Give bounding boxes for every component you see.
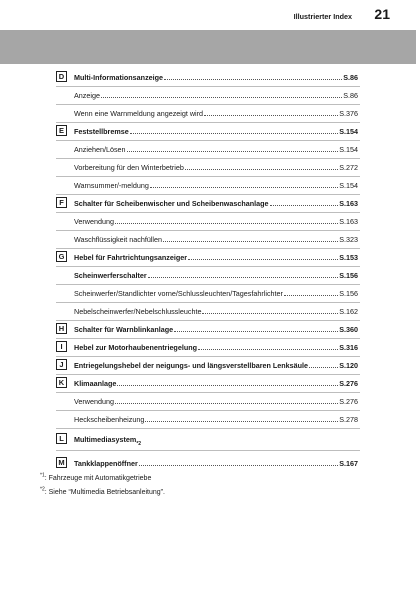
footnote-mark: *1 xyxy=(40,472,45,479)
entry-page: S.162 xyxy=(339,307,358,316)
letter-box-d: D xyxy=(56,71,67,82)
letter-box-l: L xyxy=(56,433,67,444)
letter-box-m: M xyxy=(56,457,67,468)
divider xyxy=(56,230,360,231)
letter-box-f: F xyxy=(56,197,67,208)
entry-page: S.376 xyxy=(339,109,358,118)
leader-dots xyxy=(139,465,338,466)
index-entry-waschfluessigkeit[interactable] xyxy=(74,232,358,244)
entry-label: Hebel zur Motorhaubenentriegelung xyxy=(74,343,197,352)
entry-label: Anzeige xyxy=(74,91,100,100)
letter-box-i: I xyxy=(56,341,67,352)
entry-label: Anziehen/Lösen xyxy=(74,145,126,154)
entry-label: Klimaanlage xyxy=(74,379,117,388)
divider xyxy=(56,104,360,105)
index-entry-verwendung-klima[interactable] xyxy=(74,394,358,406)
divider xyxy=(56,302,360,303)
entry-page: S.86 xyxy=(343,91,358,100)
entry-page: S.360 xyxy=(339,325,358,334)
index-entry-anzeige[interactable] xyxy=(74,88,358,100)
entry-page: S.153 xyxy=(339,253,358,262)
leader-dots xyxy=(174,331,338,332)
entry-label: Multimediasystem xyxy=(74,435,137,444)
entry-label: Verwendung xyxy=(74,217,114,226)
entry-label: Verwendung xyxy=(74,397,114,406)
divider xyxy=(56,284,360,285)
leader-dots xyxy=(202,313,338,314)
entry-page: S.276 xyxy=(339,397,358,406)
entry-page: S.276 xyxy=(339,379,358,388)
divider xyxy=(56,410,360,411)
divider xyxy=(56,140,360,141)
divider xyxy=(56,356,360,357)
entry-page: S.316 xyxy=(339,343,358,352)
index-entry-winterbetrieb[interactable] xyxy=(74,160,358,172)
index-entry-warnmeldung[interactable] xyxy=(74,106,358,118)
index-entry-fahrtrichtungsanzeiger[interactable] xyxy=(74,250,358,262)
entry-label: Wenn eine Warnmeldung angezeigt wird xyxy=(74,109,204,118)
entry-page: S.156 xyxy=(339,271,358,280)
entry-page: S.323 xyxy=(339,235,358,244)
entry-label: Heckscheibenheizung xyxy=(74,415,145,424)
leader-dots xyxy=(148,277,338,278)
divider xyxy=(56,266,360,267)
entry-page: S.86 xyxy=(343,73,358,82)
leader-dots xyxy=(198,349,338,350)
entry-page: S.278 xyxy=(339,415,358,424)
index-entry-klimaanlage[interactable] xyxy=(74,376,358,388)
divider xyxy=(56,450,360,451)
index-entry-nebelscheinwerfer[interactable] xyxy=(74,304,358,316)
leader-dots xyxy=(188,259,338,260)
index-entry-motorhaube[interactable] xyxy=(74,340,358,352)
index-entry-heckscheibenheizung[interactable] xyxy=(74,412,358,424)
entry-label: Tankklappenöffner xyxy=(74,459,138,468)
entry-label: Warnsummer/-meldung xyxy=(74,181,149,190)
leader-dots xyxy=(185,169,338,170)
index-entry-warnsummer[interactable] xyxy=(74,178,358,190)
footnote-text: : Fahrzeuge mit Automatikgetriebe xyxy=(44,475,152,482)
footnote-1 xyxy=(40,472,152,482)
leader-dots xyxy=(145,421,338,422)
leader-dots xyxy=(127,151,339,152)
entry-page: S.272 xyxy=(339,163,358,172)
leader-dots xyxy=(204,115,338,116)
letter-box-k: K xyxy=(56,377,67,388)
index-entry-multimediasystem[interactable]: Multimediasystem *2 xyxy=(74,435,142,447)
entry-page: S.167 xyxy=(339,459,358,468)
letter-box-h: H xyxy=(56,323,67,334)
entry-page: S.154 xyxy=(339,145,358,154)
index-entry-warnblinkanlage[interactable] xyxy=(74,322,358,334)
divider xyxy=(56,176,360,177)
leader-dots xyxy=(115,403,338,404)
entry-label: Hebel für Fahrtrichtungsanzeiger xyxy=(74,253,188,262)
index-entry-anziehen-loesen[interactable] xyxy=(74,142,358,154)
index-entry-scheinwerferschalter[interactable] xyxy=(74,268,358,280)
leader-dots xyxy=(150,187,338,188)
entry-label: Multi-Informationsanzeige xyxy=(74,73,164,82)
entry-page: S.120 xyxy=(339,361,358,370)
index-entry-multi-informationsanzeige[interactable] xyxy=(74,70,358,82)
entry-label: Feststellbremse xyxy=(74,127,129,136)
entry-label: Schalter für Scheibenwischer und Scheibenwaschanlage xyxy=(74,199,269,208)
divider xyxy=(56,248,360,249)
footnote-text: : Siehe “Multimedia Betriebsanleitung”. xyxy=(44,489,165,496)
divider xyxy=(56,212,360,213)
index-entry-verwendung-wischer[interactable] xyxy=(74,214,358,226)
leader-dots xyxy=(130,133,338,134)
leader-dots xyxy=(115,223,338,224)
divider xyxy=(56,158,360,159)
letter-box-g: G xyxy=(56,251,67,262)
header-title: Illustrierter Index xyxy=(293,12,352,21)
entry-label: Entriegelungshebel der neigungs- und längsverstellbaren Lenksäule xyxy=(74,361,309,370)
divider xyxy=(56,428,360,429)
entry-page: S.154 xyxy=(339,181,358,190)
entry-label: Waschflüssigkeit nachfüllen xyxy=(74,235,163,244)
entry-label: Scheinwerferschalter xyxy=(74,271,147,280)
letter-box-e: E xyxy=(56,125,67,136)
leader-dots xyxy=(101,97,342,98)
entry-page: S.163 xyxy=(339,217,358,226)
leader-dots xyxy=(164,79,342,80)
index-entry-tankklappenoeffner[interactable] xyxy=(74,456,358,468)
entry-label: Schalter für Warnblinkanlage xyxy=(74,325,174,334)
entry-label: Vorbereitung für den Winterbetrieb xyxy=(74,163,184,172)
entry-page: S.156 xyxy=(339,289,358,298)
divider xyxy=(56,194,360,195)
divider xyxy=(56,86,360,87)
divider xyxy=(56,392,360,393)
index-entry-scheinwerfer-standlichter[interactable] xyxy=(74,286,358,298)
page-number: 21 xyxy=(374,6,390,22)
index-entry-scheibenwischer[interactable] xyxy=(74,196,358,208)
entry-page: S.163 xyxy=(339,199,358,208)
leader-dots xyxy=(117,385,338,386)
entry-page: S.154 xyxy=(339,127,358,136)
leader-dots xyxy=(270,205,339,206)
leader-dots xyxy=(284,295,338,296)
footnote-mark: *2 xyxy=(40,486,45,493)
divider xyxy=(56,320,360,321)
footnote-2 xyxy=(40,486,165,496)
divider xyxy=(56,374,360,375)
index-entry-feststellbremse[interactable] xyxy=(74,124,358,136)
entry-label: Nebelscheinwerfer/Nebelschlussleuchte xyxy=(74,307,202,316)
divider xyxy=(56,338,360,339)
divider xyxy=(56,122,360,123)
index-entry-lenksaeule[interactable] xyxy=(74,358,358,370)
entry-label: Scheinwerfer/Standlichter vorne/Schlussleuchten/Tagesfahrlichter xyxy=(74,289,283,298)
leader-dots xyxy=(163,241,338,242)
letter-box-j: J xyxy=(56,359,67,370)
leader-dots xyxy=(309,367,338,368)
